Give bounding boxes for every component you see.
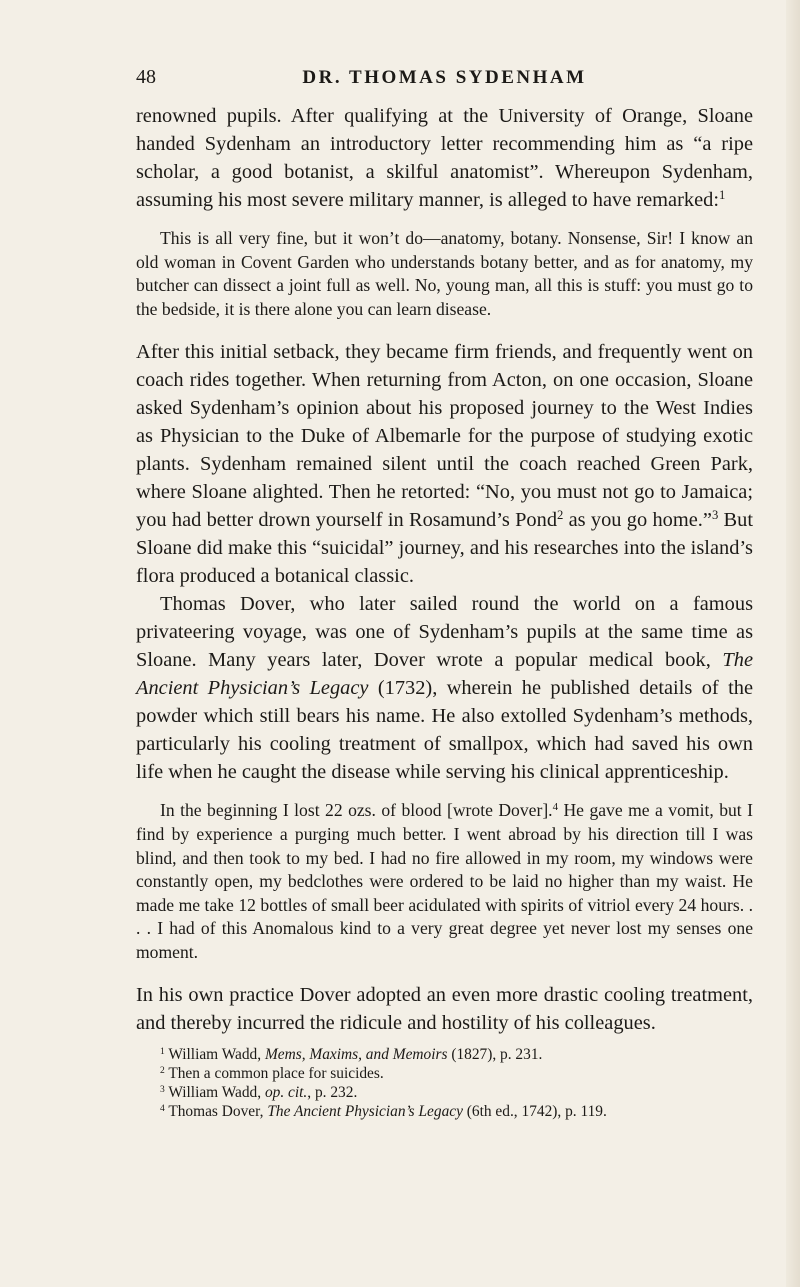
page-content — [136, 66, 753, 1121]
paragraph-2-text-a: After this initial setback, they became firm friends, and frequently went on coach rides together. When returning from Acton, on one occasion, Sloane asked Sydenham’s opinion about his proposed journey to the West Indies as Physician to the Duke of Albemarle for the purpose of studying exotic plants. Sydenham remained silent until the coach reached Green Park, where Sloane alighted. Then he retorted: “No, you must not go to Jamaica; you had better drown yourself in Rosamund’s Pond — [136, 341, 753, 532]
footnote-text: (6th ed., 1742), p. 119. — [462, 1102, 607, 1120]
footnote-2 — [136, 1064, 753, 1083]
page-number: 48 — [136, 66, 156, 88]
footnote-ref-3: 3 — [711, 508, 719, 523]
footnote-number: 2 — [160, 1064, 165, 1076]
footnote-text: Thomas Dover, — [164, 1102, 268, 1120]
footnote-3 — [136, 1083, 753, 1102]
footnote-text: William Wadd, — [164, 1045, 265, 1063]
footnote-ref-1: 1 — [719, 188, 726, 203]
paragraph-2-text-c: But Sloane did make this “suicidal” journey, and his researches into the island’s flora produced a botanical classic. — [136, 509, 754, 588]
footnote-text: William Wadd, — [164, 1083, 265, 1101]
paragraph-3-text-a: Thomas Dover, who later sailed round the world on a famous privateering voyage, was one of Sydenham’s pupils at the same time as Sloane. Many years later, Dover wrote a popular medical book, — [136, 593, 753, 672]
footnote-text: (1827), p. 231. — [447, 1045, 543, 1063]
footnote-1 — [136, 1045, 753, 1064]
running-head — [136, 66, 753, 98]
block-quote-2-text-b: He gave me a vomit, but I find by experience a purging much better. I went abroad by his direction till I was blind, and then took to my bed. I had no fire allowed in my room, my windows were constantly open, my bedclothes were ordered to be laid no higher than my waist. He made me take 12 bottles of small beer acidulated with spirits of vitriol every 24 hours. . . . I had of this Anomalous kind to a very great degree yet never lost my senses one moment. — [136, 800, 753, 962]
block-quote-1: This is all very fine, but it won’t do—anatomy, botany. Nonsense, Sir! I know an old woman in Covent Garden who understands botany better, and as for anatomy, my butcher can dissect a joint full as well. No, young man, all this is stuff: you must go to the bedside, it is there alone you can learn disease. — [136, 228, 753, 319]
footnote-title: op. cit. — [264, 1083, 308, 1101]
footnote-title: Mems, Maxims, and Memoirs — [264, 1045, 448, 1063]
running-head-title: DR. THOMAS SYDENHAM — [302, 67, 587, 88]
paragraph-3 — [136, 590, 753, 786]
book-title: The Ancient Physician’s Legacy — [136, 649, 753, 700]
footnote-number: 4 — [160, 1102, 165, 1114]
footnote-number: 3 — [160, 1083, 165, 1095]
footnote-number: 1 — [160, 1045, 165, 1057]
paragraph-4: In his own practice Dover adopted an even more drastic cooling treatment, and thereby incurred the ridicule and hostility of his colleagues. — [136, 983, 753, 1034]
block-quote-2-text-a: In the beginning I lost 22 ozs. of blood [wrote Dover]. — [160, 800, 553, 821]
page-edge — [786, 0, 800, 1287]
footnote-title: The Ancient Physician’s Legacy — [267, 1102, 463, 1120]
footnote-text: Then a common place for suicides. — [164, 1064, 384, 1082]
footnote-text: , p. 232. — [307, 1083, 358, 1101]
paragraph-3-text-b: (1732), wherein he published details of the powder which still bears his name. He also extolled Sydenham’s methods, particularly his cooling treatment of smallpox, which had saved his own life when he caught the disease while serving his clinical apprenticeship. — [136, 677, 753, 784]
footnote-ref-4: 4 — [552, 801, 559, 814]
footnote-4 — [136, 1102, 753, 1121]
footnotes — [136, 1045, 753, 1121]
paragraph-2-text-b: as you go home.” — [563, 509, 712, 532]
paragraph-1 — [136, 102, 753, 214]
block-quote-2 — [136, 799, 753, 964]
footnote-ref-2: 2 — [557, 508, 564, 523]
paragraph-1-text: renowned pupils. After qualifying at the University of Orange, Sloane handed Sydenham an introductory letter recommending him as “a ripe scholar, a good botanist, a skilful anatomist”. Whereupon Sydenham, assuming his most severe military manner, is alleged to have remarked: — [136, 105, 753, 211]
paragraph-2 — [136, 338, 753, 590]
